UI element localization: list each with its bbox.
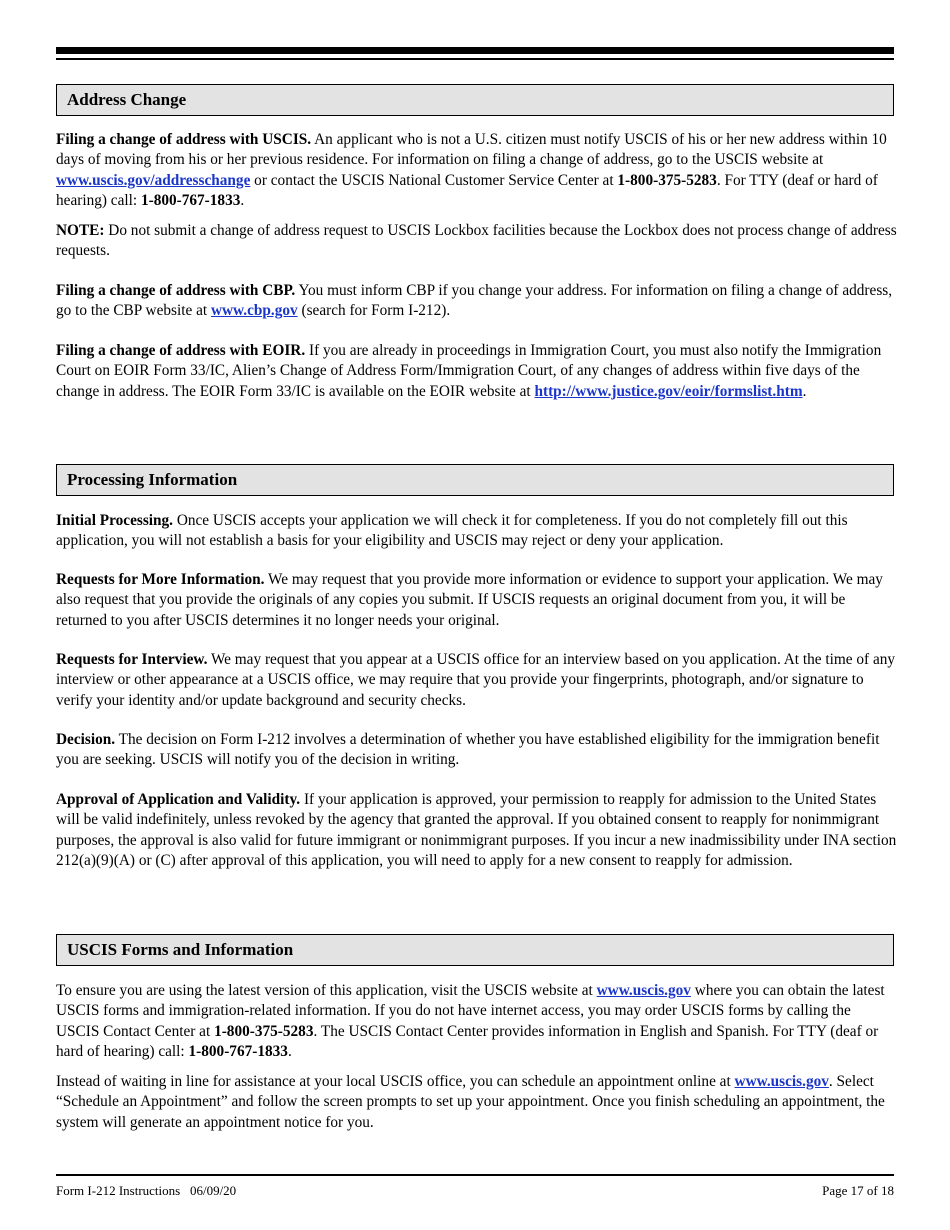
paragraph-text: Instead of waiting in line for assistance at your local USCIS office, you can schedule an appointment online at: [56, 1073, 735, 1090]
uscis-appointment-link[interactable]: www.uscis.gov: [734, 1073, 829, 1090]
paragraph-text: where you can obtain the latest USCIS forms and immigration-related information. If you do not have internet access, you may order USCIS forms by calling the USCIS Contact Center at: [56, 982, 885, 1040]
paragraph-lead: Requests for Interview.: [56, 651, 208, 668]
paragraph-approval-validity: [56, 790, 898, 871]
paragraph-text: We may request that you provide more information or evidence to support your application. We may also request that you provide the originals of any copies you submit. If USCIS requests an original document from you, it will be returned to you after USCIS determines it no longer needs your original.: [56, 571, 883, 629]
paragraph-eoir-address-change: [56, 341, 898, 402]
top-thin-rule: [56, 58, 894, 60]
paragraph-text: .: [802, 382, 807, 400]
paragraph-schedule-appointment: [56, 1072, 898, 1133]
paragraph-text: You must inform CBP if you change your address. For information on filing a change of address, go to the CBP website at: [56, 282, 893, 320]
paragraph-requests-more-info: [56, 570, 898, 631]
paragraph-text: We may request that you appear at a USCIS office for an interview based on you application. At the time of any interview or other appearance at a USCIS office, we may require that you provide your fingerprints, photograph, and/or signature to verify your identity and/or update background and security checks.: [56, 651, 896, 709]
section-header-address-change: [56, 84, 894, 116]
paragraph-lead: Filing a change of address with CBP.: [56, 282, 296, 299]
phone-number: 1-800-375-5283: [617, 171, 717, 189]
paragraph-text: . The USCIS Contact Center provides information in English and Spanish. For TTY (deaf or hard of hearing) call:: [56, 1022, 879, 1060]
paragraph-text: The decision on Form I-212 involves a determination of whether you have established eligibility for the immigration benefit you are seeking. USCIS will notify you of the decision in writing.: [56, 731, 880, 769]
footer-rule: [56, 1174, 894, 1176]
paragraph-text: If you are already in proceedings in Immigration Court, you must also notify the Immigration Court on EOIR Form 33/IC, Alien’s Change of Address Form/Immigration Court, of any changes of address within five days of the change in address. The EOIR Form 33/IC is available on the EOIR website at: [56, 342, 882, 400]
paragraph-text: . For TTY (deaf or hard of hearing) call:: [56, 171, 878, 209]
paragraph-lead: Initial Processing.: [56, 512, 173, 529]
paragraph-text: . Select “Schedule an Appointment” and follow the screen prompts to set up your appointment. Once you finish scheduling an appointment, the system will generate an appointment notice for you.: [56, 1073, 885, 1131]
paragraph-uscis-address-change: [56, 130, 898, 211]
paragraph-text: .: [240, 191, 245, 209]
paragraph-text: Do not submit a change of address request to USCIS Lockbox facilities because the Lockbox does not process change of address requests.: [56, 222, 897, 260]
paragraph-text: (search for Form I-212).: [297, 302, 451, 320]
paragraph-requests-interview: [56, 650, 898, 711]
top-thick-rule: [56, 47, 894, 54]
paragraph-lead: Approval of Application and Validity.: [56, 791, 301, 808]
paragraph-text: An applicant who is not a U.S. citizen must notify USCIS of his or her new address within 10 days of moving from his or her previous residence. For information on filing a change of address, go to the USCIS website at: [56, 131, 887, 169]
paragraph-lead: Decision.: [56, 731, 116, 748]
paragraph-initial-processing: [56, 511, 898, 552]
paragraph-text: If your application is approved, your permission to reapply for admission to the United States will be valid indefinitely, unless revoked by the agency that granted the approval. If you obtained consent to reapply for nonimmigrant purposes, the approval is also valid for future immigrant or nonimmigrant purposes. If you incur a new inadmissibility under INA section 212(a)(9)(A) or (C) after approval of this application, you will need to apply for a new consent to reapply for admission.: [56, 791, 897, 869]
section-title: USCIS Forms and Information: [67, 940, 294, 959]
uscis-website-link[interactable]: www.uscis.gov: [596, 982, 691, 999]
footer-form-id: Form I-212 Instructions 06/09/20: [56, 1183, 237, 1198]
footer-page-number: Page 17 of 18: [822, 1183, 894, 1198]
paragraph-text: .: [287, 1042, 292, 1060]
cbp-website-link[interactable]: www.cbp.gov: [210, 302, 298, 320]
paragraph-decision: [56, 730, 898, 771]
paragraph-lead: Filing a change of address with EOIR.: [56, 342, 306, 359]
paragraph-note: [56, 221, 898, 262]
paragraph-lead: Requests for More Information.: [56, 571, 265, 588]
section-header-processing-information: [56, 464, 894, 496]
paragraph-lead: Filing a change of address with USCIS.: [56, 131, 312, 148]
section-header-uscis-forms: [56, 934, 894, 966]
note-label: NOTE:: [56, 222, 105, 239]
section-title: Processing Information: [67, 470, 238, 489]
phone-number: 1-800-375-5283: [214, 1022, 314, 1040]
uscis-addresschange-link[interactable]: www.uscis.gov/addresschange: [56, 171, 251, 189]
paragraph-cbp-address-change: [56, 281, 898, 322]
tty-phone-number: 1-800-767-1833: [140, 191, 241, 209]
eoir-formslist-link[interactable]: http://www.justice.gov/eoir/formslist.htm: [534, 382, 803, 400]
paragraph-latest-version: [56, 981, 898, 1062]
paragraph-text: To ensure you are using the latest version of this application, visit the USCIS website at: [56, 982, 597, 999]
tty-phone-number: 1-800-767-1833: [188, 1042, 288, 1060]
section-title: Address Change: [67, 90, 187, 109]
paragraph-text: Once USCIS accepts your application we will check it for completeness. If you do not completely fill out this application, you will not establish a basis for your eligibility and USCIS may reject or deny your application.: [56, 512, 848, 550]
paragraph-text: or contact the USCIS National Customer Service Center at: [250, 171, 618, 189]
